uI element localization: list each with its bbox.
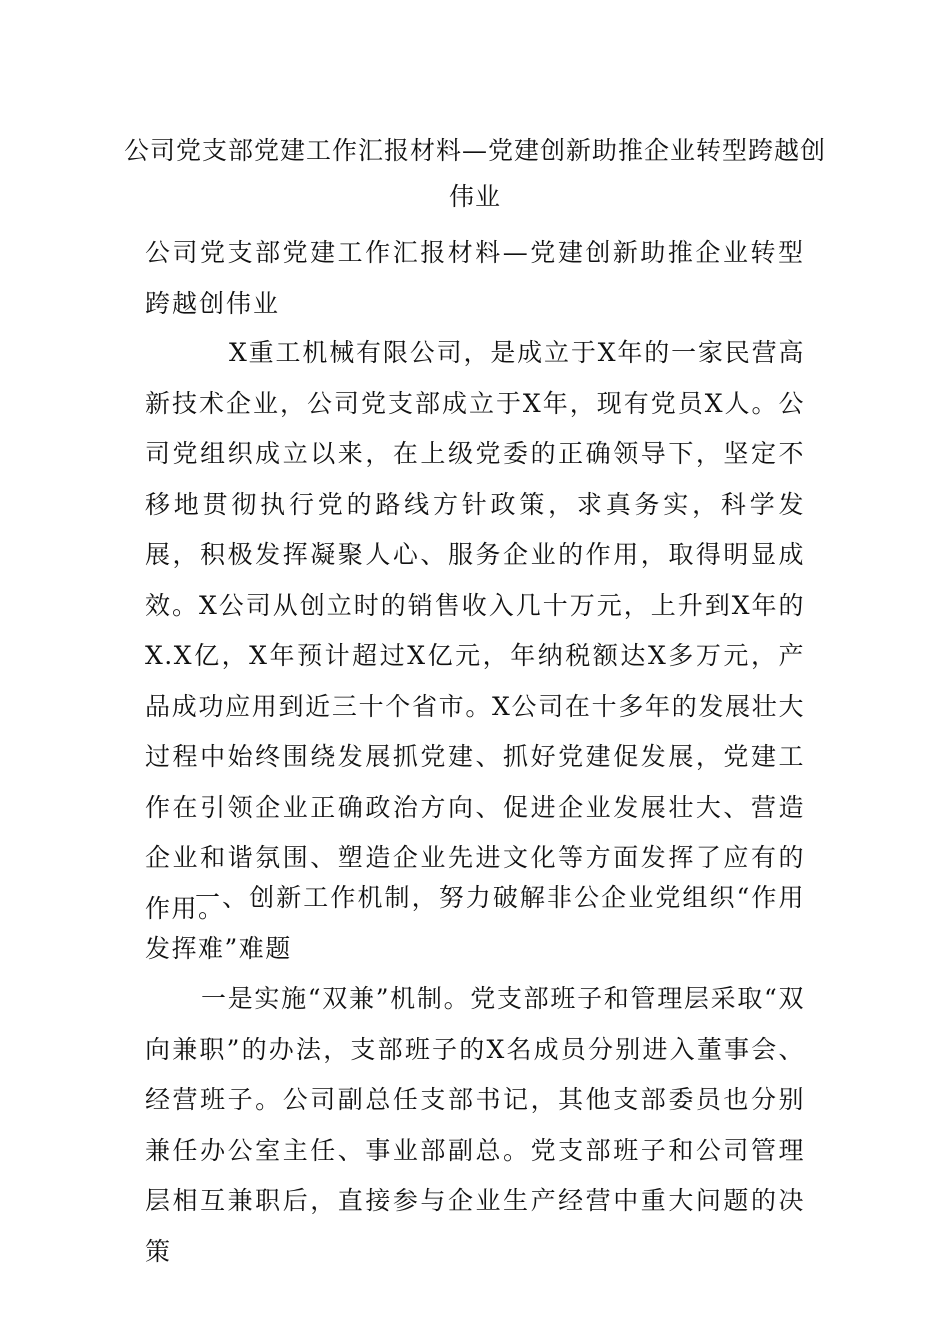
- section-heading-1-text: 一、创新工作机制，努力破解非公企业党组织“作用发挥难”难题: [145, 883, 805, 963]
- paragraph-shuangjian: [145, 974, 805, 1277]
- section-heading-1: [145, 873, 805, 974]
- paragraph-shuangjian-text: 一是实施“双兼”机制。党支部班子和管理层采取“双向兼职”的办法，支部班子的X名成员分别进入董事会、经营班子。公司副总任支部书记，其他支部委员也分别兼任办公室主任、事业部副总。党支部班子和公司管理层相互兼职后，直接参与企业生产经营中重大问题的决策: [145, 984, 805, 1266]
- document-subtitle: 公司党支部党建工作汇报材料—党建创新助推企业转型跨越创伟业: [145, 238, 805, 318]
- paragraph-intro-text: X重工机械有限公司，是成立于X年的一家民营高新技术企业，公司党支部成立于X年，现有党员X人。公司党组织成立以来，在上级党委的正确领导下，坚定不移地贯彻执行党的路线方针政策，求真务实，科学发展，积极发挥凝聚人心、服务企业的作用，取得明显成效。X公司从创立时的销售收入几十万元，上升到X年的X.X亿，X年预计超过X亿元，年纳税额达X多万元，产品成功应用到近三十个省市。X公司在十多年的发展壮大过程中始终围绕发展抓党建、抓好党建促发展，党建工作在引领企业正确政治方向、促进企业发展壮大、营造企业和谐氛围、塑造企业先进文化等方面发挥了应有的作用。: [145, 338, 805, 923]
- paragraph-intro: [145, 328, 805, 934]
- document-title: 公司党支部党建工作汇报材料—党建创新助推企业转型跨越创伟业: [123, 136, 826, 211]
